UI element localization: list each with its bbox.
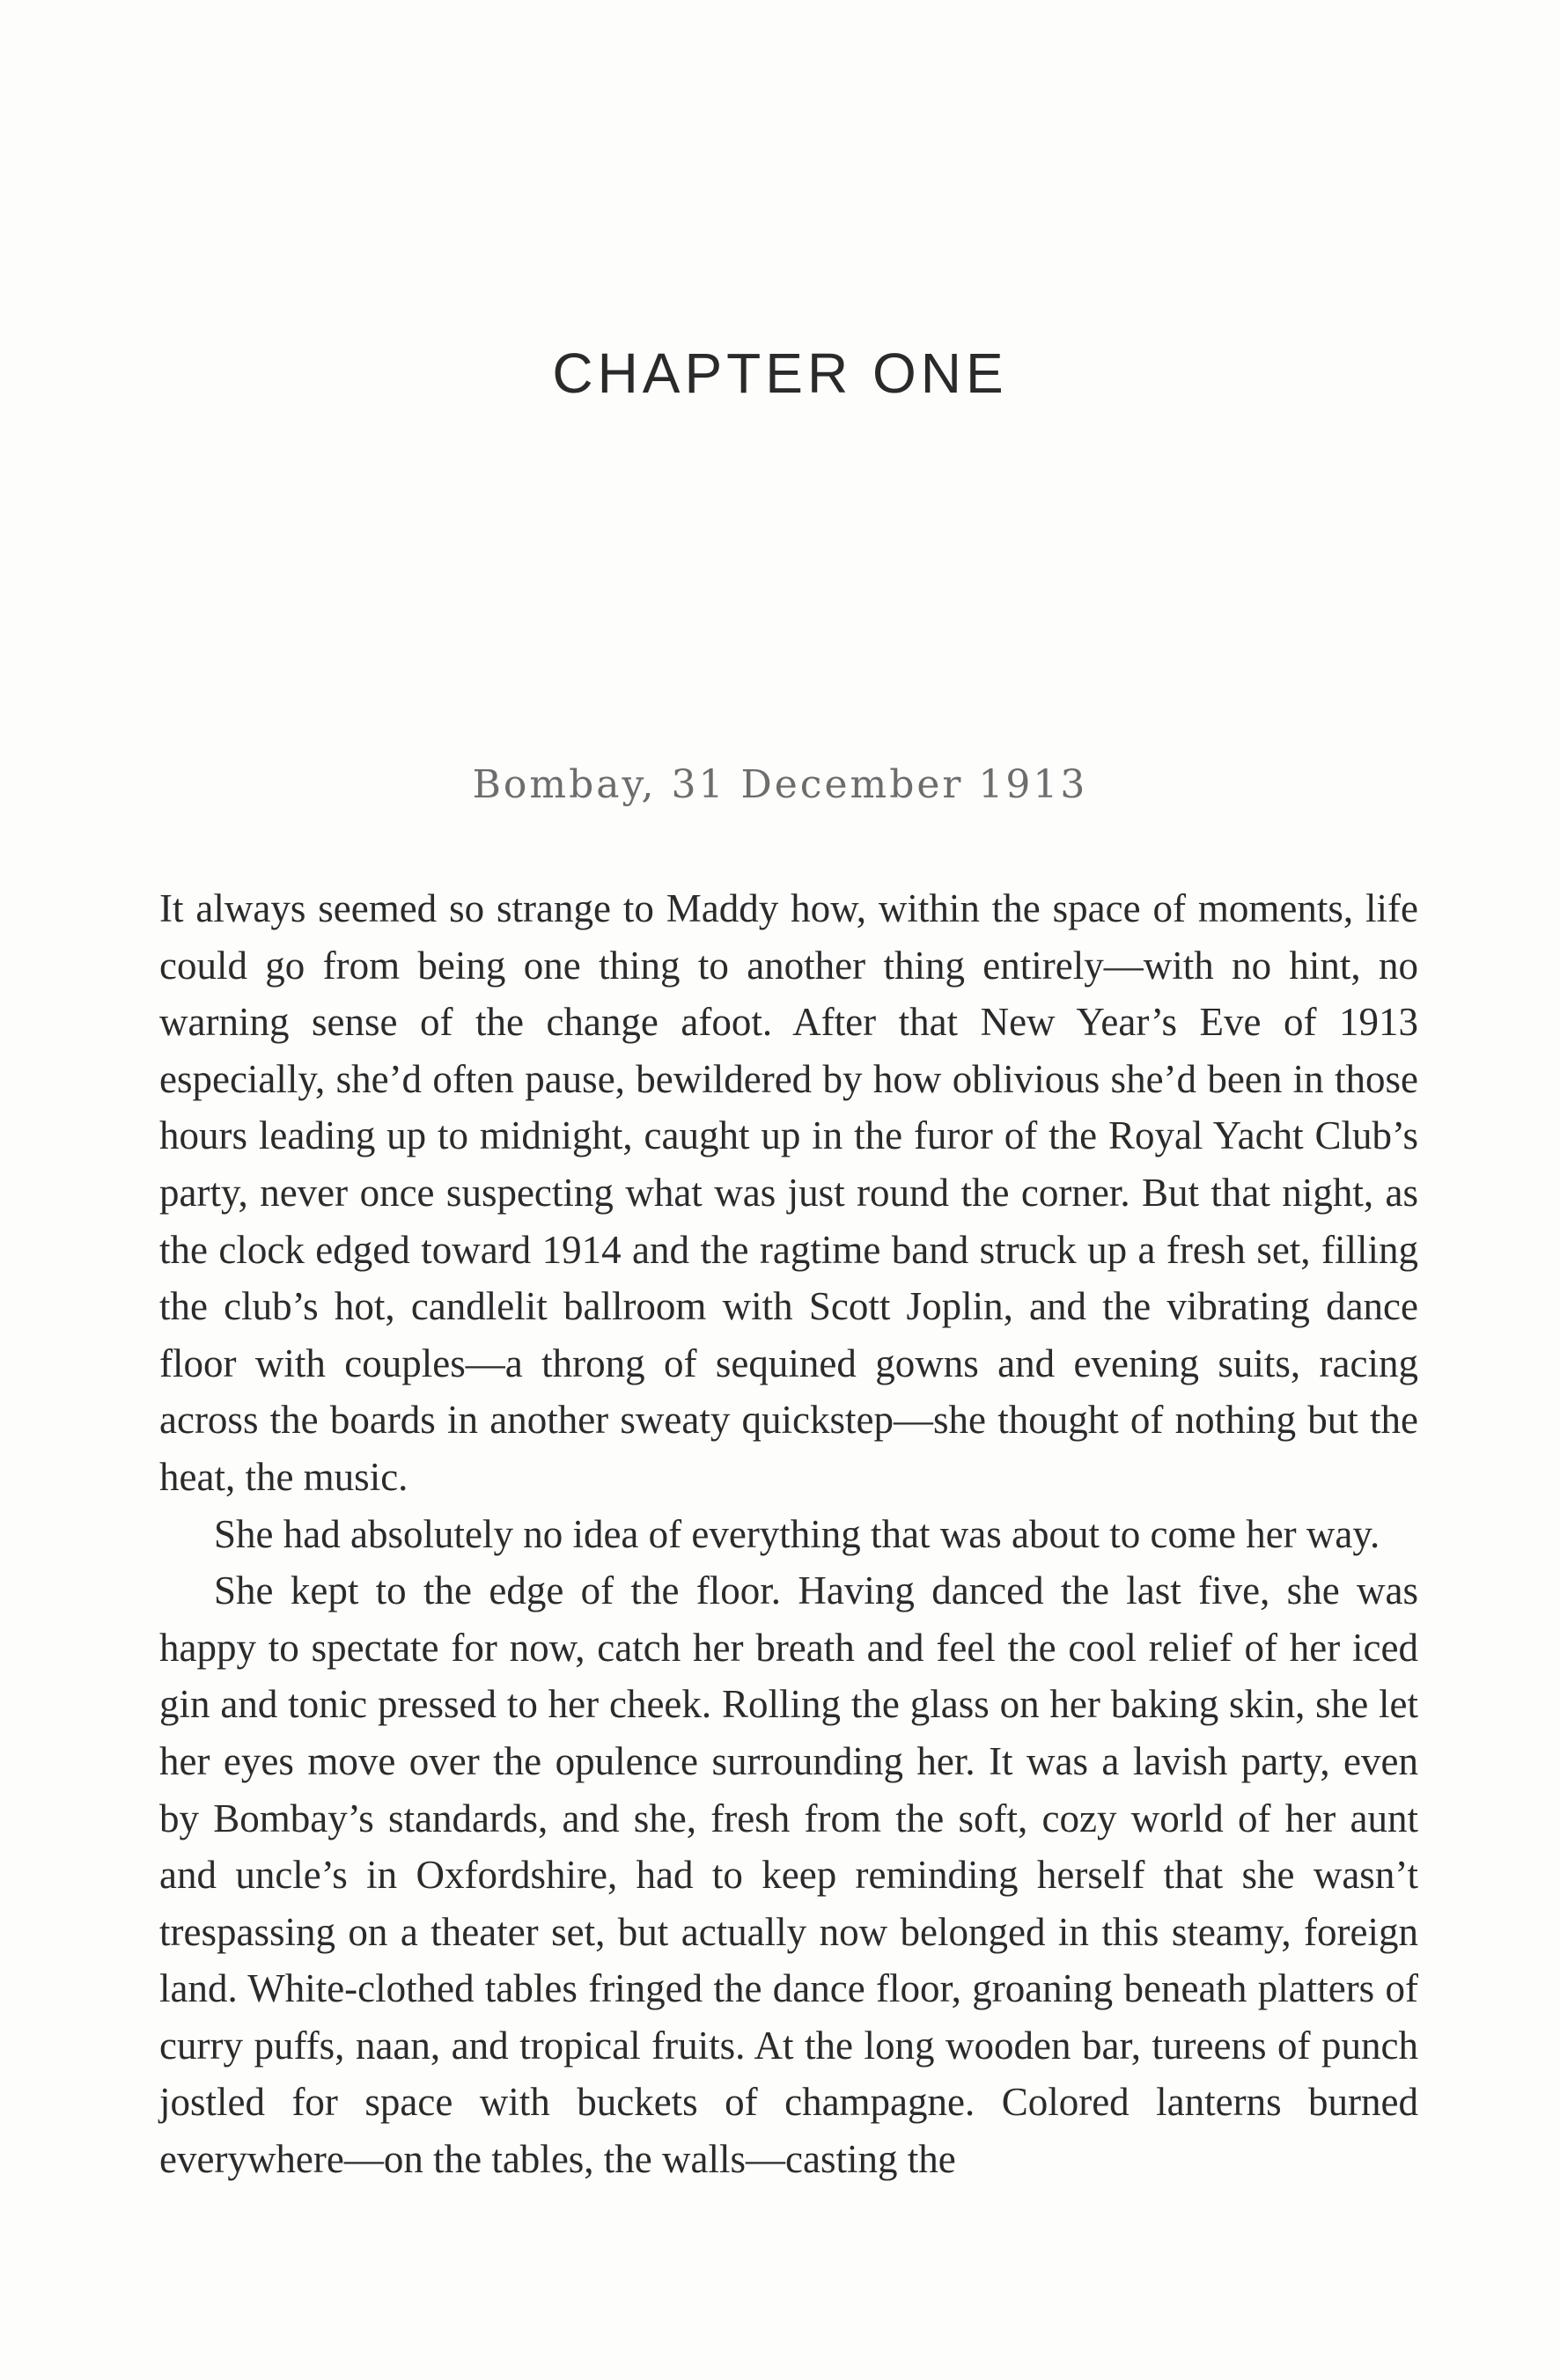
chapter-title: CHAPTER ONE — [552, 342, 1008, 405]
chapter-body — [159, 880, 1418, 2188]
paragraph: It always seemed so strange to Maddy how, within the space of moments, life could go from being one thing to another thing entirely—with no hint, no warning sense of the change afoot. After that New Year’s Eve of 1913 especially, she’d often pause, bewildered by how oblivious she’d been in those hours leading up to midnight, caught up in the furor of the Royal Yacht Club’s party, never once suspecting what was just round the corner. But that night, as the clock edged toward 1914 and the ragtime band struck up a fresh set, filling the club’s hot, candlelit ballroom with Scott Joplin, and the vibrating dance floor with couples—a throng of sequined gowns and evening suits, racing across the boards in another sweaty quickstep—she thought of nothing but the heat, the music. — [159, 886, 1418, 1499]
paragraph: She kept to the edge of the floor. Having danced the last five, she was happy to spectate for now, catch her breath and feel the cool relief of her iced gin and tonic pressed to her cheek. Rolling the glass on her baking skin, she let her eyes move over the opulence surrounding her. It was a lavish party, even by Bombay’s standards, and she, fresh from the soft, cozy world of her aunt and uncle’s in Oxfordshire, had to keep reminding herself that she wasn’t trespassing on a theater set, but actually now belonged in this steamy, foreign land. White-clothed tables fringed the dance floor, groaning beneath platters of curry puffs, naan, and tropical fruits. At the long wooden bar, tureens of punch jostled for space with buckets of champagne. Colored lanterns burned everywhere—on the tables, the walls—casting the — [159, 1568, 1418, 2182]
paragraph: She had absolutely no idea of everything that was about to come her way. — [214, 1511, 1380, 1556]
chapter-dateline: Bombay, 31 December 1913 — [472, 762, 1088, 807]
